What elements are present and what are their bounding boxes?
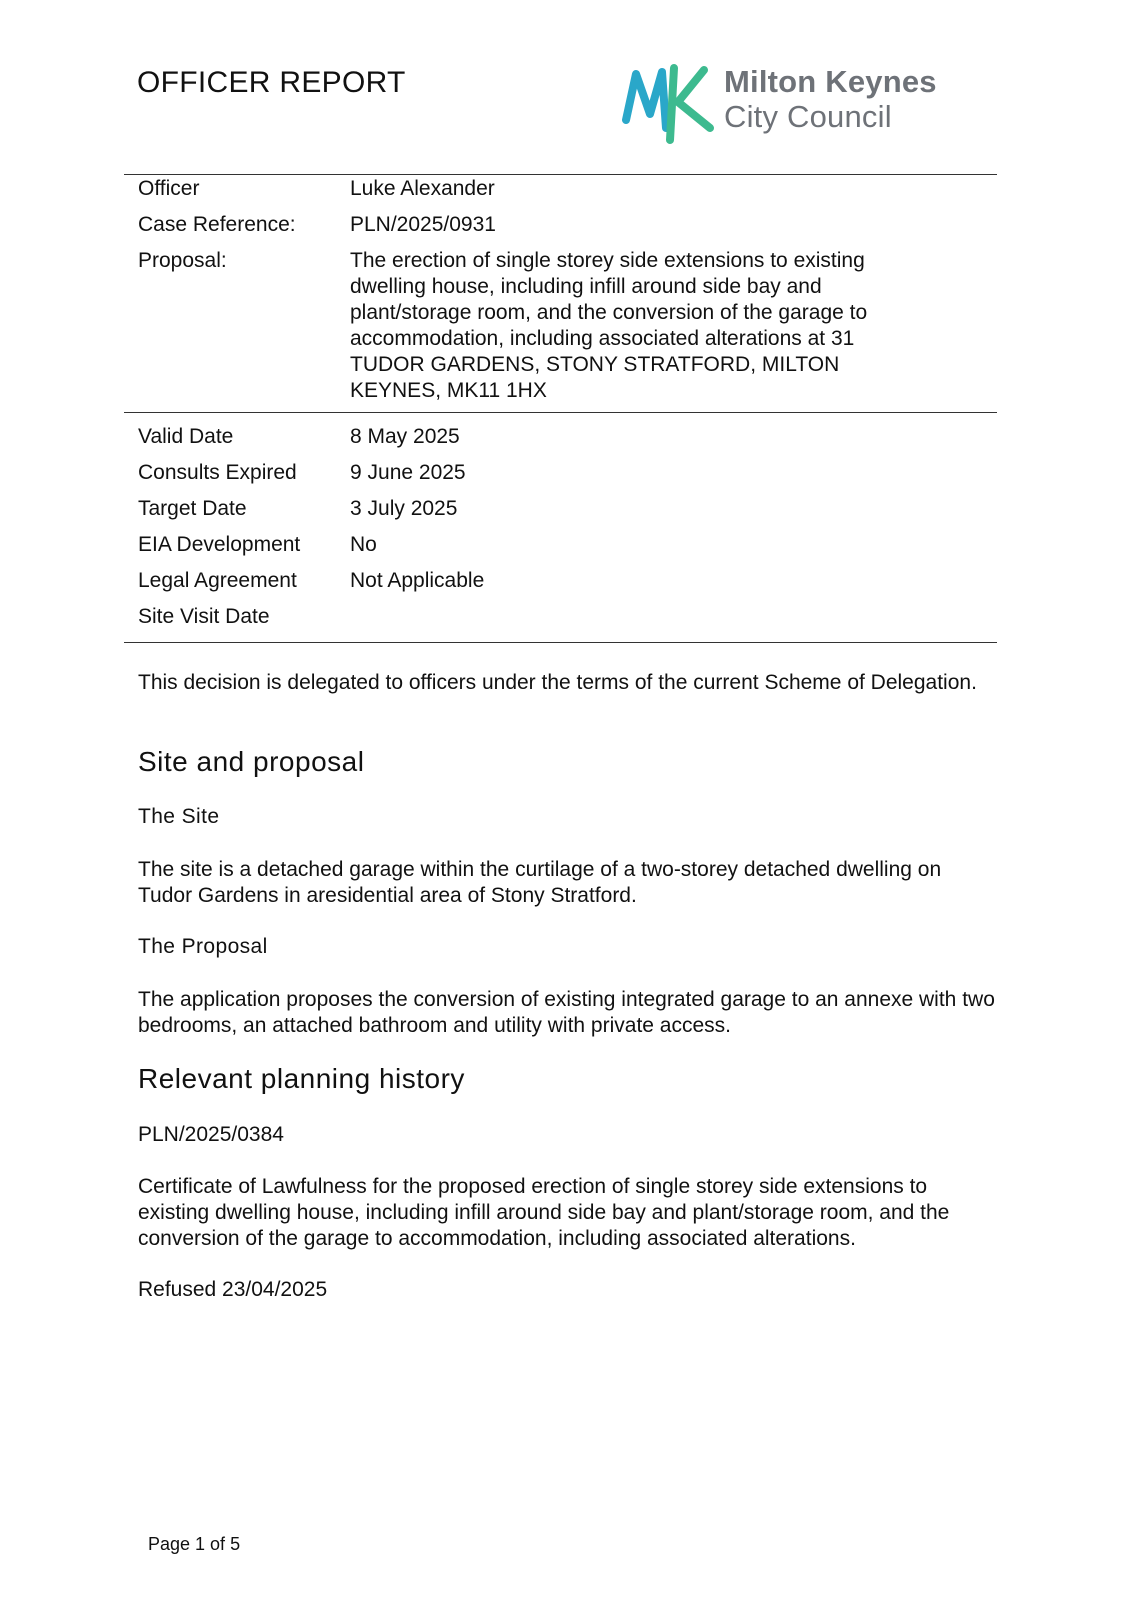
history-reference: PLN/2025/0384 (138, 1123, 284, 1146)
proposal-description: The application proposes the conversion of existing integrated garage to an annexe with two bedrooms, an attached bathroom and utility with private access. (138, 988, 995, 1037)
date-label: Consults Expired (138, 461, 297, 484)
history-description: Certificate of Lawfulness for the proposed erection of single storey side extensions to existing dwelling house, including infill around side bay and plant/storage room, and the conversion of the garage to accommodation, including associated alterations. (138, 1175, 950, 1250)
case-label: Proposal: (138, 249, 227, 272)
date-label: Site Visit Date (138, 605, 270, 628)
date-value: 8 May 2025 (350, 425, 460, 448)
logo-text (724, 66, 937, 132)
divider (124, 412, 997, 413)
page-number: Page 1 of 5 (148, 1534, 241, 1554)
date-value: No (350, 533, 377, 556)
date-row (138, 496, 920, 532)
case-value: PLN/2025/0931 (350, 213, 496, 236)
case-row-proposal (138, 248, 920, 404)
date-value: 3 July 2025 (350, 497, 458, 520)
logo-line-1: Milton Keynes (724, 64, 937, 99)
case-row-officer (138, 176, 920, 212)
subheading-the-site: The Site (138, 805, 220, 828)
date-label: EIA Development (138, 533, 301, 556)
case-row-reference (138, 212, 920, 248)
case-label: Officer (138, 177, 200, 200)
date-label: Target Date (138, 497, 247, 520)
case-label: Case Reference: (138, 213, 296, 236)
council-logo (620, 62, 1000, 146)
section-heading-planning-history: Relevant planning history (138, 1063, 465, 1094)
history-decision: Refused 23/04/2025 (138, 1278, 328, 1301)
date-label: Legal Agreement (138, 569, 297, 592)
date-value: 9 June 2025 (350, 461, 466, 484)
date-value (350, 604, 920, 640)
date-row (138, 604, 920, 640)
mk-logo-icon (620, 62, 720, 146)
date-row (138, 532, 920, 568)
divider (124, 174, 997, 175)
date-row (138, 424, 920, 460)
case-value: The erection of single storey side extensions to existing dwelling house, including infill around side bay and plant/storage room, and the conversion of the garage to accommodation, including associated alterations at 31 TUDOR GARDENS, STONY STRATFORD, MILTON KEYNES, MK11 1HX (350, 249, 868, 402)
delegation-text: This decision is delegated to officers under the terms of the current Scheme of Delegation. (138, 671, 977, 694)
logo-line-2: City Council (724, 99, 892, 134)
date-label: Valid Date (138, 425, 234, 448)
divider (124, 642, 997, 643)
dates-table (138, 424, 920, 640)
date-row (138, 460, 920, 496)
section-heading-site-and-proposal: Site and proposal (138, 746, 365, 777)
report-title: OFFICER REPORT (137, 66, 406, 99)
date-value: Not Applicable (350, 569, 485, 592)
date-row (138, 568, 920, 604)
case-details-table (138, 176, 920, 404)
site-description: The site is a detached garage within the curtilage of a two-storey detached dwelling on Tudor Gardens in aresidential area of Stony Stratford. (138, 858, 942, 907)
subheading-the-proposal: The Proposal (138, 935, 268, 958)
case-value: Luke Alexander (350, 177, 495, 200)
